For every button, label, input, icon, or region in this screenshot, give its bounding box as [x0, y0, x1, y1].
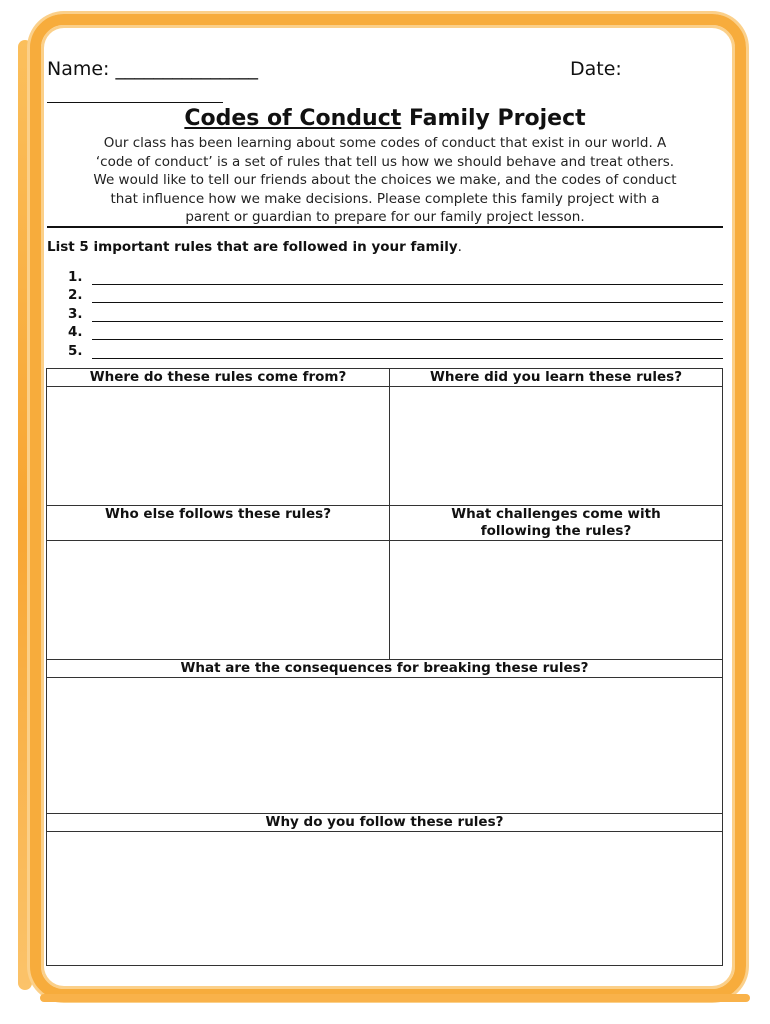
question-grid — [46, 368, 723, 966]
question-challenges-line: What challenges come with — [451, 506, 661, 522]
title-underlined: Codes of Conduct — [184, 106, 402, 131]
rule-blank-line[interactable] — [92, 288, 723, 303]
name-field[interactable]: Name: _______________ — [47, 58, 258, 80]
rule-blank-line[interactable] — [92, 307, 723, 322]
rule-item[interactable] — [68, 340, 723, 359]
intro-line: Our class has been learning about some codes of conduct that exist in our world. A — [103, 135, 667, 151]
rule-blank-line[interactable] — [92, 344, 723, 359]
rule-number: 3. — [68, 305, 83, 322]
answer-area-why-follow[interactable] — [47, 832, 722, 965]
question-rules-origin: Where do these rules come from? — [89, 369, 347, 385]
section-divider — [47, 226, 723, 228]
question-challenges-line: following the rules? — [480, 523, 632, 539]
rule-number: 4. — [68, 324, 83, 340]
question-consequences: What are the consequences for breaking these rules? — [180, 660, 589, 676]
answer-area-origin[interactable] — [47, 387, 389, 505]
rule-number: 5. — [68, 342, 83, 359]
question-why-follow: Why do you follow these rules? — [265, 814, 504, 830]
question-challenges — [390, 506, 722, 540]
rule-number: 1. — [68, 268, 83, 285]
rule-item[interactable] — [68, 303, 723, 322]
intro-line: parent or guardian to prepare for our family project lesson. — [185, 209, 585, 225]
rule-blank-line[interactable] — [92, 270, 723, 285]
answer-area-who-else[interactable] — [47, 541, 389, 659]
answer-area-challenges[interactable] — [390, 541, 722, 659]
date-field[interactable]: Date: — [570, 58, 622, 80]
date-blank-line[interactable] — [47, 102, 223, 103]
intro-line: ‘code of conduct’ is a set of rules that tell us how we should behave and treat others. — [95, 153, 675, 170]
rule-number: 2. — [68, 287, 83, 303]
page-title — [0, 106, 770, 131]
answer-area-consequences[interactable] — [47, 678, 722, 813]
rule-item[interactable] — [68, 285, 723, 304]
rule-blank-line[interactable] — [92, 325, 723, 340]
rules-prompt-suffix: . — [457, 239, 462, 255]
intro-line: that influence how we make decisions. Please complete this family project with a — [110, 190, 660, 207]
rule-item[interactable] — [68, 266, 723, 285]
rule-item[interactable] — [68, 322, 723, 341]
question-learned-where: Where did you learn these rules? — [429, 369, 683, 385]
intro-paragraph — [47, 134, 723, 227]
rules-prompt — [47, 239, 462, 255]
title-rest: Family Project — [401, 106, 586, 131]
rules-list — [68, 266, 723, 359]
intro-line: We would like to tell our friends about the choices we make, and the codes of conduct — [93, 172, 677, 188]
question-who-else: Who else follows these rules? — [104, 506, 332, 522]
rules-prompt-text: List 5 important rules that are followed in your family — [47, 239, 458, 255]
answer-area-learned[interactable] — [390, 387, 722, 505]
